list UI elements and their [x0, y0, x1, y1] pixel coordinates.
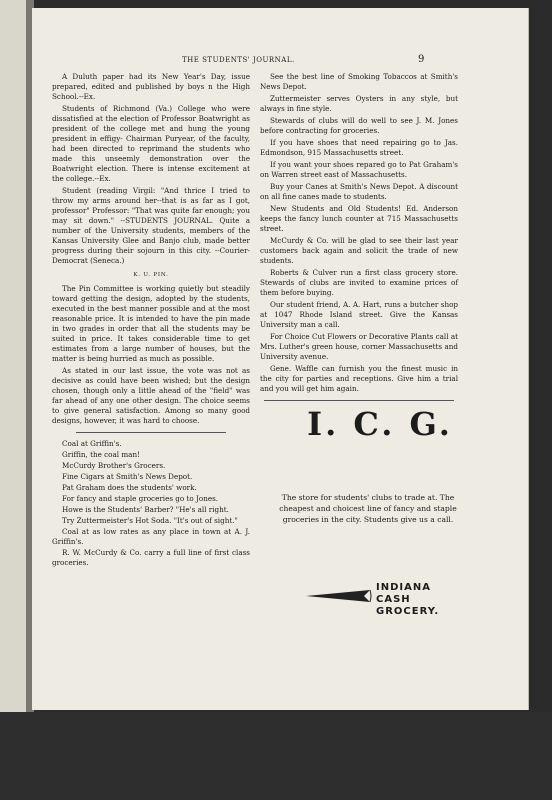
- notice-item: For Choice Cut Flowers or Decorative Plants call at Mrs. Luther's green house, corner Massachusetts and University avenue.: [260, 332, 458, 361]
- advert-divider: [264, 400, 454, 401]
- notice-item: Fine Cigars at Smith's News Depot.: [62, 472, 193, 481]
- logo-line-1: INDIANA: [376, 582, 431, 593]
- pennant-icon: [304, 588, 374, 604]
- notice-item: Coal at as low rates as any place in town at A. J. Griffin's.: [52, 527, 250, 546]
- notice-item: McCurdy Brother's Grocers.: [62, 461, 166, 470]
- paragraph-duluth: A Duluth paper had its New Year's Day, issue prepared, edited and published by boys n the High School.--Ex.: [52, 72, 250, 101]
- logo-line-2: CASH: [376, 594, 411, 605]
- notice-item: New Students and Old Students! Ed. Anderson keeps the fancy lunch counter at 715 Massachusetts street.: [260, 204, 458, 233]
- paragraph-virgil: Student (reading Virgil: "And thrice I tried to throw my arms around her--that is as far as I got, professor" Professor: "That was quite far enough; you may sit down." --STUDENTS JOURNAL. Quite a number of the University students, members of the Kansas University Glee and Banjo club, made better progress during their sojourn in this city. --Courier-Democrat (Seneca.): [52, 186, 250, 265]
- notice-item: McCurdy & Co. will be glad to see their last year customers back again and solicit the trade of new students.: [260, 236, 458, 265]
- notice-item: For fancy and staple groceries go to Jones.: [62, 494, 219, 503]
- left-column: [52, 72, 250, 569]
- notice-item: If you have shoes that need repairing go to Jas. Edmondson, 915 Massachusetts street.: [260, 138, 458, 157]
- notice-item: Our student friend, A. A. Hart, runs a butcher shop at 1047 Rhode Island street. Give the Kansas University man a call.: [260, 300, 458, 329]
- notice-item: Zuttermeister serves Oysters in any style, but always in fine style.: [260, 94, 458, 113]
- advert-title: I. C. G.: [307, 405, 453, 443]
- ku-pin-heading: K. U. PIN.: [133, 272, 169, 278]
- right-column: [260, 72, 458, 407]
- notice-item: Pat Graham does the students' work.: [62, 483, 197, 492]
- notice-item: Griffin, the coal man!: [62, 450, 140, 459]
- notice-item: See the best line of Smoking Tobaccos at Smith's News Depot.: [260, 72, 458, 91]
- scan-background: [0, 712, 552, 800]
- running-title: THE STUDENTS' JOURNAL.: [182, 56, 295, 64]
- notice-item: Gene. Waffle can furnish you the finest music in the city for parties and receptions. Give him a trial and you will get him again.: [260, 364, 458, 393]
- logo-line-3: GROCERY.: [376, 606, 440, 617]
- notice-item: Stewards of clubs will do well to see J. M. Jones before contracting for groceries.: [260, 116, 458, 135]
- advert-body: The store for students' clubs to trade at. The cheapest and choicest line of fancy and staple groceries in the city. Students give us a call.: [279, 493, 457, 524]
- grocery-logo: [304, 582, 469, 622]
- paragraph-richmond: Students of Richmond (Va.) College who were dissatisfied at the election of Professor Boatwright as president of the college met and hung the young president in effigy- Chairman Puryear, of the faculty, had been directed to reprimand the students who made this unseemly demonstration over the Boatwright election. There is intense excitement at the college.--Ex.: [52, 104, 250, 183]
- page-number: 9: [418, 54, 425, 65]
- notice-item: Buy your Canes at Smith's News Depot. A discount on all fine canes made to students.: [260, 182, 458, 201]
- section-divider: [76, 432, 226, 433]
- notice-item: R. W. McCurdy & Co. carry a full line of first class groceries.: [52, 548, 250, 567]
- notice-item: Howe is the Students' Barber? "He's all right.: [62, 505, 229, 514]
- notice-item: Roberts & Culver run a first class grocery store. Stewards of clubs are invited to examine prices of them before buying.: [260, 268, 458, 297]
- notice-item: Try Zuttermeister's Hot Soda. "It's out of sight.": [62, 516, 238, 525]
- notice-item: Coal at Griffin's.: [62, 439, 122, 448]
- paragraph-pin-committee: The Pin Committee is working quietly but steadily toward getting the design, adopted by the students, executed in the best manner possible and at the most reasonable price. It is intended to have the pin made in two grades in order that all the students may be suited in price. It takes considerable time to get estimates from a large number of houses, but the matter is being hurried as much as possible.: [52, 284, 250, 363]
- paragraph-pin-vote: As stated in our last issue, the vote was not as decisive as could have been wished; but the design chosen, though only a little ahead of the "field" was far ahead of any one other design. The choice seems to give general satisfaction. Among so many good designs, however, it was hard to choose.: [52, 366, 250, 425]
- notice-item: If you want your shoes repared go to Pat Graham's on Warren street east of Massachusetts.: [260, 160, 458, 179]
- logo-text: [376, 582, 439, 618]
